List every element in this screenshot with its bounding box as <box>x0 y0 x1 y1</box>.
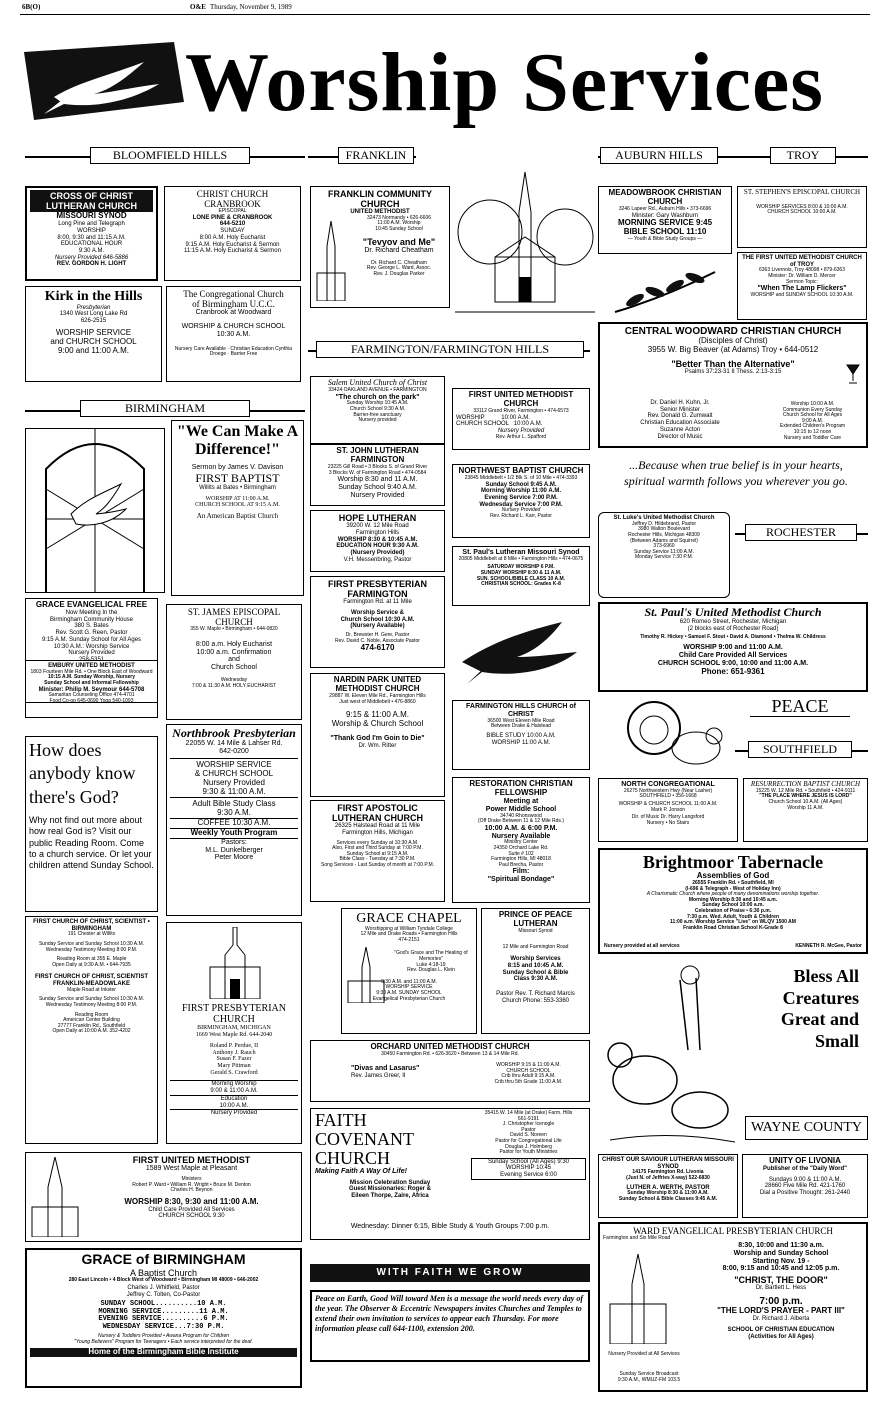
church-name: Kirk in the Hills <box>44 289 143 304</box>
service-times: WORSHIP and SUNDAY SCHOOL 10:30 A.M. <box>750 292 854 299</box>
church-name: CHRIST CHURCH CRANBROOK <box>196 189 269 210</box>
church-name: FIRST UNITED METHODIST <box>132 1155 251 1165</box>
address: 3246 Lapeer Rd., Auburn Hills • 373-6696 <box>618 205 712 212</box>
salem-ucc-ad <box>310 376 445 444</box>
wednesday-schedule: Wednesday: Dinner 6:15, Bible Study & Youth Groups 7:00 p.m. <box>350 1223 550 1230</box>
church-name: FIRST APOSTOLIC LUTHERAN CHURCH <box>332 803 423 824</box>
service-times: WORSHIP & CHURCH SCHOOL 11:00 A.M. Mark P. Jonson <box>618 801 718 813</box>
dove-logo <box>24 42 184 122</box>
prince-of-peace-ad <box>481 908 590 1034</box>
chapel-icon <box>346 947 386 1003</box>
minister: Minister: Dr. William D. Mercer <box>768 273 836 280</box>
church-name: ST. JAMES EPISCOPAL CHURCH <box>187 607 281 628</box>
address: 33424 OAKLAND AVENUE • FARMINGTON <box>328 386 427 393</box>
section-franklin: FRANKLIN <box>338 147 414 164</box>
ministry-center: Ministry Center 24350 Orchard Lake Rd. Suite # 102 Farmington Hills, MI 48018 Paul Brecha, Pastor <box>491 839 551 868</box>
first-presbyterian-farmington-ad <box>310 576 445 668</box>
staff: J. Christopher Icenogle Pastor David S. Noreen Pastor for Congregational Life Douglas J. Holmberg Pastor for Youth Ministries <box>495 1121 562 1156</box>
denomination: UNITED METHODIST <box>350 209 410 216</box>
church-drawing <box>205 927 265 999</box>
address: 39200 W. 12 Mile Road Farmington Hills <box>346 523 409 536</box>
reading-room: Reading Room at 355 E. Maple Open Daily at 9:30 A.M. • 644-7935 <box>52 956 131 968</box>
olive-branch-icon <box>610 262 720 322</box>
sermon: "Thank God I'm Goin to Die" <box>330 735 425 742</box>
address: 1589 West Maple at Pleasant <box>145 1165 238 1173</box>
question: How does anybody know there's God? <box>29 740 136 807</box>
church-name: FIRST PRESBYTERIAN FARMINGTON <box>327 579 427 600</box>
faith-covenant-ad <box>310 1108 590 1240</box>
first-baptist-ad <box>171 420 304 596</box>
section-wayne: WAYNE COUNTY <box>745 1116 868 1140</box>
st-james-ad <box>166 604 302 720</box>
church-name: NORTHWEST BAPTIST CHURCH <box>458 466 584 475</box>
first-umc-troy-ad <box>737 252 867 320</box>
church-name: HOPE LUTHERAN <box>338 513 417 523</box>
section-troy: TROY <box>770 147 836 164</box>
address: 35415 W. 14 Mile (at Drake) Farm. Hills 661-9191 <box>484 1110 573 1122</box>
child-care: Child Care Provided All Services CHURCH SCHOOL 9:30 <box>148 1206 235 1220</box>
service-times: BIBLE STUDY 10:00 A.M. WORSHIP 11:00 A.M. <box>486 732 556 746</box>
mission-sunday: Mission Celebration Sunday Guest Missionaries: Roger & Eileen Thorpe, Zaire, Africa <box>348 1179 432 1199</box>
service-times: 10:15 A.M. Sunday Worship, Nursery Sunday School and Informal Fellowship <box>44 674 139 686</box>
because-text: ...Because when true belief is in your hearts, spiritual warmth follows you wherever you go. <box>624 458 848 488</box>
stained-glass-icon <box>26 429 164 592</box>
address: Farmington and Six Mile Road <box>603 1235 671 1242</box>
address: 280 East Lincoln • 4 Block West of Woodward • Birmingham MI 48009 • 646-2002 <box>68 1276 259 1283</box>
address: Maple Road at Inkster <box>67 986 116 993</box>
denomination: Assemblies of God <box>696 871 770 881</box>
service-times: Morning Worship 9:00 & 11:00 A.M. <box>170 1080 298 1094</box>
denomination: Evangelical Presbyterian Church <box>372 995 446 1002</box>
church-name: NORTH CONGREGATIONAL <box>621 781 715 788</box>
church-drawing <box>606 1254 670 1344</box>
church-name: RESTORATION CHRISTIAN FELLOWSHIP <box>469 779 573 797</box>
central-woodward-ad <box>598 322 868 448</box>
sermon: Sermon by James V. Davison <box>191 463 284 471</box>
section-rochester: ROCHESTER <box>745 524 857 541</box>
synod: Missouri Synod <box>518 927 553 934</box>
northbrook-ad <box>166 724 302 916</box>
chalice-icon <box>846 364 860 384</box>
nursery: Nursery Provided 646-5886 <box>54 254 129 261</box>
animals-icon <box>600 960 740 1150</box>
church-name: WARD EVANGELICAL PRESBYTERIAN CHURCH <box>633 1226 833 1236</box>
minister: Minister: Philip M. Seymour 644-5708 <box>38 686 145 693</box>
address: 26275 Northwestern Hwy (Near Lasher) SOUTHFIELD • 356-1668 <box>623 787 713 800</box>
staff: Roland P. Perdue, II Anthony J. Rauch Susan F. Fazer Mary Pittman Gerald S. Crawford <box>209 1042 259 1076</box>
church-name: MEADOWBROOK CHRISTIAN CHURCH <box>608 188 722 206</box>
christian-education: SCHOOL OF CHRISTIAN EDUCATION (Activities for All Ages) <box>727 1326 835 1340</box>
address: Farmington Rd. at 11 Mile <box>343 599 412 606</box>
church-name: FIRST PRESBYTERIAN CHURCH <box>181 1003 286 1026</box>
institute-banner: Home of the Birmingham Bible Institute <box>30 1348 297 1357</box>
sermon: "Divas and Lasarus" <box>351 1065 420 1072</box>
first-presbyterian-birmingham-ad <box>166 922 302 1144</box>
section-southfield: SOUTHFIELD <box>748 741 852 758</box>
pastor: Rev. Arthur L. Spafford <box>495 433 547 440</box>
address: 26555 Franklin Rd. • Southfield, MI (I-696 & Telegraph - West of Holiday Inn) <box>685 880 781 892</box>
church-name: GRACE CHAPEL <box>356 911 462 926</box>
service-times: WORSHIP 9:15 & 11:00 A.M. CHURCH SCHOOL Crib thru Adult 9:15 A.M. Crib thru 5th Grade 11:00 A.M. <box>494 1062 563 1085</box>
how-does-anybody-ad <box>25 736 158 912</box>
bless-creatures: Bless All Creatures Great and Small <box>780 966 859 1051</box>
stained-glass-dove <box>25 428 165 593</box>
service-times: Sunday School 9:45 A.M. Morning Worship 11:00 A.M. Evening Service 7:00 P.M. Wednesday Service 7:00 P.M. <box>479 481 563 508</box>
pastor: Dr. Richard J. Alberta <box>752 1316 810 1323</box>
tagline: "THE PLACE WHERE JESUS IS LORD" <box>759 793 852 800</box>
staff: Timothy R. Hickey • Samuel F. Stout • David A. Diamond • Thelma W. Childress <box>640 633 826 640</box>
church-name: GRACE of BIRMINGHAM <box>81 1251 246 1267</box>
evening-sermon: "THE LORD'S PRAYER - PART III" <box>717 1306 845 1316</box>
unity-livonia-ad <box>742 1154 868 1218</box>
church-name: CENTRAL WOODWARD CHRISTIAN CHURCH <box>624 326 842 337</box>
meadowbrook-ad <box>598 186 732 254</box>
service-times: SUNDAY 8:00 A.M. Holy Eucharist 9:15 A.M. Holy Eucharist & Sermon 11:15 A.M. Holy Eucharist & Sermon <box>184 228 281 255</box>
address: 12 Mile and Farmington Road <box>502 943 569 950</box>
service-times: WORSHIP 8:00, 9:30 and 11:15 A.M. EDUCATIONAL HOUR 9:30 A.M. <box>57 227 126 254</box>
service-times: Sunday School (All Ages) 9:30 WORSHIP 10:45 Evening Service 6:00 <box>471 1158 586 1180</box>
service-times: SUNDAY SCHOOL..........10 A.M. MORNING SERVICE.........11 A.M. EVENING SERVICE..........6 P.M. WEDNESDAY SERVICE...7:30 P.M. <box>98 1299 229 1332</box>
christ-our-saviour-ad <box>598 1154 738 1218</box>
staff: Dr. Brewster H. Gere, Pastor Rev. David C. Noble, Associate Pastor <box>335 632 420 644</box>
address: 32473 Normandy • 626-6606 <box>366 214 432 221</box>
embury-ad <box>25 660 158 718</box>
farmington-church-of-christ-ad <box>452 700 590 770</box>
church-name: EMBURY UNITED METHODIST <box>48 663 135 669</box>
church-name: FAITH <box>315 1110 367 1130</box>
steeple-icon <box>315 221 347 301</box>
tagline: Publisher of the "Daily Word" <box>763 1165 847 1172</box>
weekday-service: Wednesday 7:00 & 11:30 A.M. HOLY EUCHARIST <box>191 677 277 689</box>
church-name: FRANKLIN COMMUNITY CHURCH <box>328 189 432 210</box>
franklin-village-drawing <box>455 162 595 322</box>
headline: "We Can Make A Difference!" <box>176 423 299 459</box>
address: Long Pine and Telegraph <box>58 221 125 228</box>
address: 6363 Livernois, Troy 48098 • 879-6363 <box>759 267 845 274</box>
olive-branch-drawing <box>610 262 720 322</box>
grace-chapel-ad <box>341 908 477 1034</box>
church-name: FIRST CHURCH OF CHRIST, SCIENTIST • BIRMINGHAM <box>33 919 150 932</box>
reading-room: Reading Room American Center Building 27777 Franklin Rd., Southfield Open Daily at 10:00 A.M. 352-4202 <box>52 1011 131 1035</box>
address: 30450 Farmington Rd. • 626-3620 • Between 13 & 14 Mile Rd. <box>381 1050 519 1057</box>
service-times: WORSHIP 9:00 and 11:00 A.M. Child Care Provided All Services CHURCH SCHOOL 9:00, 10:00 and 11:00 A.M. <box>657 644 809 668</box>
service-times: WORSHIP AT 11:00 A.M. CHURCH SCHOOL AT 9:15 A.M. <box>195 495 280 509</box>
film: Film: "Spiritual Bondage" <box>487 868 555 884</box>
issue-date: Thursday, November 9, 1989 <box>210 3 292 11</box>
denomination: A Baptist Church <box>129 1267 198 1278</box>
service-times: Sunday Worship 10:45 A.M. Church School 9:30 A.M. Barrier-free sanctuary Nursery provided <box>346 400 409 424</box>
paper-name: O&E <box>190 3 206 11</box>
service-times: Worship Services 8:15 and 10:45 A.M. Sunday School & Bible Class 9:30 A.M. <box>502 956 569 983</box>
nursery: Nursery Provided <box>497 427 545 434</box>
brightmoor-ad <box>598 848 868 954</box>
st-pauls-lutheran-ad <box>452 546 590 606</box>
address: Cranbrook at Woodward <box>195 309 272 317</box>
church-name: UNITY OF LIVONIA <box>769 1156 841 1165</box>
church-name: CROSS OF CHRIST LUTHERAN CHURCH <box>30 190 153 212</box>
church-name: ST. STEPHEN'S EPISCOPAL CHURCH <box>743 188 861 196</box>
nursery: Nursery Provided <box>501 507 541 514</box>
pastor: V.H. Messenbring, Pastor <box>343 556 412 563</box>
pastor: Dr. Bartlett L. Hess <box>755 1285 807 1292</box>
church-name: FIRST CHURCH OF CHRIST, SCIENTIST FRANKLIN-MEADOWLAKE <box>34 974 148 988</box>
church-icon <box>205 927 265 999</box>
minister: Minister: Gary Washburn <box>631 212 699 219</box>
north-congregational-ad <box>598 778 738 842</box>
service-times: 9:15 & 11:00 A.M. Worship & Church School <box>331 710 424 729</box>
section-birmingham: BIRMINGHAM <box>80 400 250 417</box>
church-name: ORCHARD UNITED METHODIST CHURCH <box>370 1042 530 1051</box>
address: 1340 West Long Lake Rd 626-2515 <box>59 311 128 325</box>
church-name: CHRIST OUR SAVIOUR LUTHERAN MISSOURI SYNOD <box>602 1157 734 1170</box>
nursery: Nursery Provided <box>170 1109 298 1117</box>
address: BIRMINGHAM, MICHIGAN 1669 West Maple Rd. 644-2040 <box>195 1025 273 1039</box>
pastors: Pastors: M.L. Dunkelberger Peter Moore <box>170 838 298 862</box>
church-drawing <box>315 221 347 301</box>
radio-broadcast: Sunday Service Broadcast 9:30 A.M., WMUZ-FM 103.5 <box>617 1371 681 1383</box>
first-umc-birmingham-ad <box>25 1152 302 1242</box>
schedule: Worship 10:00 A.M. Communion Every Sunday Church School for All Ages 9:00 A.M. Extended Children's Program 10:15 to 12 noon Nursery and Toddler Care <box>779 401 846 441</box>
church-drawing <box>30 1157 80 1237</box>
service-times: Sunday Worship 8:30 & 11:00 A.M. Sunday School & Bible Classes 9:45 A.M. <box>618 1190 718 1202</box>
church-name: FIRST UNITED METHODIST CHURCH <box>468 390 574 408</box>
denomination: Presbyterian <box>76 304 111 311</box>
church-name: Salem United Church of Christ <box>327 378 428 387</box>
service-times: MORNING SERVICE 9:45 BIBLE SCHOOL 11:10 <box>617 218 713 237</box>
pastor: Rev. Richard L. Karr, Pastor <box>490 513 552 520</box>
address: 20805 Middlebelt at 8 Mile • Farmington Hills • 474-0675 <box>458 555 584 562</box>
page-number: 6B(O) <box>22 3 41 11</box>
orchard-umc-ad <box>310 1040 590 1102</box>
invitation-text: Peace on Earth, Good Will toward Men is a message the world needs every day of the year. The Observer & Eccentric Newspapers invites Churches and Temples to extend their own invitation to services to appear each Thursday. For more information please call 644-1100, extension 200. <box>315 1294 583 1333</box>
sermon: "When The Lamp Flickers" <box>757 285 847 293</box>
st-stephens-ad <box>737 186 867 248</box>
address: 22055 W. 14 Mile & Lahser Rd. 642-0200 <box>185 740 283 756</box>
address: 29887 W. Eleven Mile Rd., Farmington Hills Just west of Middlebelt • 476-8860 <box>329 692 426 705</box>
pastor: LUTHER A. WERTH, PASTOR <box>626 1184 710 1191</box>
steeple-icon <box>30 1157 80 1237</box>
chapel-drawing <box>346 947 386 1003</box>
phone: 474-6170 <box>360 643 395 653</box>
church-trees-icon <box>455 162 595 322</box>
education: Education 10:00 A.M. <box>170 1095 298 1109</box>
dove-drawing <box>452 612 590 694</box>
sermon: "God's Grace and The Healing of Memories" Luke 4:18-19 Rev. Douglas L. Klein <box>394 950 468 974</box>
tagline: "The church on the park" <box>335 393 420 401</box>
service-times: Sundays 9:00 & 11:00 A.M. 28660 Five Mile Rd. 421-1760 Dial a Positive Thought: 261-2440 <box>759 1176 851 1197</box>
church-name: ST. JOHN LUTHERAN FARMINGTON <box>336 446 419 464</box>
hope-lutheran-ad <box>310 510 445 572</box>
with-faith-banner: WITH FAITH WE GROW <box>310 1264 590 1282</box>
coffee: COFFEE 10:30 A.M. <box>170 818 298 828</box>
church-name: PRINCE OF PEACE LUTHERAN <box>498 910 573 928</box>
service-times: Sunday Service and Sunday School 10:30 A.M. Wednesday Testimony Meeting 8:00 P.M. <box>38 941 145 953</box>
grace-of-birmingham-ad <box>25 1248 302 1388</box>
denomination: (Disciples of Christ) <box>698 336 768 346</box>
service-times: Worship 8:30 and 11 A.M. Sunday School 9:40 A.M. Nursery Provided <box>337 476 418 499</box>
service-times: WORSHIP & CHURCH SCHOOL 10:30 A.M. <box>181 322 286 338</box>
staff: Dr. Richard C. Cheatham Rev. George L. Ward, Assoc. Rev. J. Douglas Parker <box>366 259 432 277</box>
pastor: Pastor Rev. T. Richard Marcis Church Phone: 553-3360 <box>496 990 575 1004</box>
first-umc-farmington-ad <box>452 388 590 450</box>
tagline: Making Faith A Way Of Life! <box>315 1167 407 1175</box>
address: 26325 Halstead Road at 11 Mile Farmington Hills, Michigan <box>334 823 421 836</box>
pastor: Rev. James Greer, II <box>351 1072 406 1079</box>
page-title: Worship Services <box>185 36 824 129</box>
extra-info: Nursery Care Available · Christian Education Cynthia Droege · Barrier Free <box>174 345 293 358</box>
service-times: Now Meeting In the Birmingham Community House 380 S. Bates Rev. Scott G. Reen, Pastor 9:15 A.M. Sunday School for All Ages 10:30 A.M.: Worship Service Nursery Provided 258-5351 <box>41 609 142 663</box>
service-times: Church School 10 A.M. (All Ages) Worship 11 A.M. <box>768 799 843 811</box>
nursery: Nursery provided at all services <box>604 943 680 949</box>
denomination: EPISCOPAL <box>218 208 247 215</box>
pastor: KENNETH R. McGee, Pastor <box>795 943 862 949</box>
dove-icon <box>24 42 184 122</box>
invitation: Why not find out more about how real God is? Visit our public Reading Room. Come to a church service. Or let your children attend Sunday School. <box>29 815 154 871</box>
st-lukes-ad <box>598 512 730 598</box>
service-times: Sunday Service and Sunday School 10:30 A.M. Wednesday Testimony Meeting 8:00 P.M. <box>38 996 145 1009</box>
christ-scientist-ad <box>25 916 158 1144</box>
address: 34740 Rhonswood (Off Drake Between 11 & 12 Mile Rds.) <box>478 812 564 825</box>
service-times: WORSHIP SERVICES 8:00 & 10:00 A.M. CHURCH SCHOOL 10:00 A.M. <box>756 203 848 216</box>
service-times: 8:00 a.m. Holy Eucharist 10:00 a.m. Confirmation and Church School <box>195 640 273 672</box>
staff: Dr. Daniel H. Kuhn, Jr. Senior Minister Rev. Donald G. Zumwalt Christian Education Associate Suzanne Acton Director of Music <box>640 400 720 440</box>
extra-info: Samaritan Counseling Office 474-4701 Food Co-op 645-0690 Yoga 540-1093 <box>48 692 135 704</box>
kirk-in-the-hills-ad <box>25 286 162 382</box>
northwest-baptist-ad <box>452 464 590 538</box>
service-times: 10:00 A.M. & 6:00 P.M. Nursery Available <box>484 824 558 840</box>
pastor: Dr. Richard Cheatham <box>364 246 434 254</box>
service-times: WORSHIP 10:00 A.M. CHURCH SCHOOL 10:00 A.M. <box>456 414 543 428</box>
service-times: SATURDAY WORSHIP 6 P.M. SUNDAY WORSHIP 8:30 & 11 A.M. SUN. SCHOOL/BIBLE CLASS 10 A.M. CHRISTIAN SCHOOL: Grades K-8 <box>476 564 566 588</box>
address: 1803 Fourteen Mile Rd. • One Block East of Woodward <box>30 668 153 675</box>
meeting-place: Meeting at Power Middle School <box>485 797 557 813</box>
section-auburn: AUBURN HILLS <box>600 147 718 164</box>
address: 36500 West Eleven Mile Road Between Drake & Halstead <box>487 717 555 730</box>
tagline: A Charismatic Church where people of many denominations worship together. <box>646 891 820 898</box>
first-apostolic-ad <box>310 800 445 902</box>
lion-lamb-drawing <box>616 696 726 772</box>
church-name: GRACE EVANGELICAL FREE <box>35 600 148 609</box>
cross-of-christ-ad <box>25 186 158 281</box>
st-john-lutheran-ad <box>310 444 445 506</box>
service-times: WORSHIP 8:30 & 10:45 A.M. EDUCATION HOUR 9:30 A.M. (Nursery Provided) <box>336 536 419 556</box>
nardin-park-ad <box>310 673 445 797</box>
church-name: Brightmoor Tabernacle <box>642 852 824 872</box>
address: Worshipping at William Tyndale College 12 Mile and Drake Roads • Farmington Hills 474-2151 <box>360 925 458 943</box>
church-name: CHURCH <box>315 1147 391 1168</box>
church-name: St. Paul's United Methodist Church <box>644 605 822 619</box>
ministers: Ministers Robert P. Ward • William R. Wright • Bruce M. Denton Charles H. Beynon <box>132 1175 251 1194</box>
service-times: Worship Service & Church School 10:30 A.M. (Nursery Available) <box>340 609 415 630</box>
section-bloomfield: BLOOMFIELD HILLS <box>90 147 250 164</box>
dove-olive-icon <box>452 612 590 694</box>
service-times: Services every Sunday at 10:30 A.M. Also, First and Third Sunday at 7:00 P.M. Sunday School at 9:15 A.M. Bible Class - Tuesday at 7:30 P.M. Song Services - Last Sunday of month at 7:00 P.M. <box>320 839 435 868</box>
service-times: 11:00 A.M. Worship 10:45 Sunday School <box>375 220 423 233</box>
creatures-drawing <box>600 960 740 1150</box>
synod: MISSOURI SYNOD <box>56 211 127 221</box>
address: 15225 W. 12 Mile Rd. • Southfield • 424-9111 <box>755 787 856 794</box>
sub-note: — Youth & Bible Study Groups — <box>627 236 703 243</box>
sermon: "CHRIST, THE DOOR" <box>734 1275 828 1286</box>
church-icon <box>606 1254 670 1344</box>
service-times: Jeffrey D. Hildebrand, Pastor 3980 Walton Boulevard Rochester Hills, Michigan 48309 (Between Adams and Squirrel) 373-6960 Sunday Service 11:00 A.M. Monday Service 7:30 P.M. <box>628 520 700 561</box>
service-times: 9:30 A.M. and 11:00 A.M. WORSHIP SERVICE 9:30 A.M. SUNDAY SCHOOL <box>376 978 442 997</box>
lion-lamb-icon <box>616 696 726 772</box>
address: 620 Romeo Street, Rochester, Michigan (2 blocks east of Rochester Road) <box>679 619 787 633</box>
church-name: Northbrook Presbyterian <box>172 726 296 740</box>
phone: Phone: 651-9361 <box>701 666 765 676</box>
address: LONE PINE & CRANBROOK 644-5210 <box>192 214 273 228</box>
church-name: The Congregational Church of Birmingham U.C.C. <box>183 289 284 310</box>
staff: Dir. of Music Dr. Harry Langsford Nursery • No Stairs <box>631 814 705 826</box>
service-times: WORSHIP 8:30, 9:30 and 11:00 A.M. <box>124 1196 259 1206</box>
church-name: FIRST BAPTIST <box>195 470 280 485</box>
restoration-fellowship-ad <box>452 777 590 903</box>
address: 23225 Gill Road • 3 Blocks S. of Grand River 3 Blocks W. of Farmington Road • 474-0584 <box>327 463 428 476</box>
church-name: St. Paul's Lutheran Missouri Synod <box>462 549 580 556</box>
invitation-notice <box>310 1290 590 1362</box>
address: 355 W. Maple • Birmingham • 644-0820 <box>190 626 278 633</box>
address: 3955 W. Big Beaver (at Adams) Troy • 644-0512 <box>647 345 819 355</box>
sermon: "Better Than the Alternative" <box>671 359 795 370</box>
service-times: WORSHIP SERVICE and CHURCH SCHOOL 9:00 and 11:00 A.M. <box>50 327 137 355</box>
address: 191 Chester at Willits <box>67 931 116 938</box>
address: 14175 Farmington Rd. Livonia (Just N. of Jeffries X-way) 522-6830 <box>626 1169 710 1182</box>
pastor: Dr. Wm. Ritter <box>358 742 397 749</box>
staff: Charles J. Whitfield, Pastor Jeffrey C. Tolten, Co-Pastor <box>126 1285 201 1299</box>
sermon: "Tevyov and Me" <box>362 236 436 247</box>
congregational-church-ad <box>166 286 301 382</box>
address: 33112 Grand River, Farmington • 474-6573 <box>473 407 569 414</box>
service-times: 8:30, 10:00 and 11:30 a.m. Worship and Sunday School Starting Nov. 19 - 8:00, 9:15 and 10:45 and 12:05 p.m. <box>722 1242 840 1273</box>
church-name: THE FIRST UNITED METHODIST CHURCH of TROY <box>742 255 862 268</box>
section-farmington: FARMINGTON/FARMINGTON HILLS <box>316 341 584 358</box>
church-name: COVENANT <box>315 1128 414 1149</box>
ward-presbyterian-ad <box>598 1222 868 1392</box>
evening-time: 7:00 p.m. <box>759 1296 803 1308</box>
sermon-label: Sermon Topic: <box>786 278 818 285</box>
franklin-community-ad <box>310 186 450 308</box>
church-name: NARDIN PARK UNITED METHODIST CHURCH <box>333 675 422 693</box>
church-name: RESURRECTION BAPTIST CHURCH <box>750 780 861 788</box>
scripture: Psalms 37:23-31 II Thess. 2:13-3:15 <box>684 369 782 376</box>
service-times: WORSHIP SERVICE & CHURCH SCHOOL Nursery Provided 9:30 & 11:00 A.M. <box>170 758 298 797</box>
service-times: Morning Worship 8:30 and 10:45 a.m. Sunday School 10:00 a.m. Celebration of Praise • 6:30 p.m. 7:30 p.m. Wed. Adult, Youth & Children 11:00 a.m. Worship Service "Live" on WLQV 1500 AM Franklin Road Christian School K-Grade 8 <box>670 896 796 931</box>
church-name: St. Luke's United Methodist Church <box>613 515 715 521</box>
peace-word: PEACE <box>750 696 850 717</box>
christ-church-cranbrook-ad <box>164 186 301 281</box>
nursery: Nursery Provided at All Services <box>608 1351 680 1357</box>
church-name: FARMINGTON HILLS CHURCH of CHRIST <box>466 703 576 718</box>
denomination: An American Baptist Church <box>196 512 279 521</box>
st-pauls-umc-ad <box>598 602 868 692</box>
youth-program: Weekly Youth Program <box>170 828 298 838</box>
resurrection-baptist-ad <box>743 778 868 842</box>
pastor: REV. GORDON H. LIGHT <box>56 261 127 268</box>
address: 23845 Middlebelt • 1/2 Blk S. of 10 Mile • 474-3393 <box>464 474 578 481</box>
address: Willits at Bates • Birmingham <box>199 485 276 492</box>
extra-info: Nursery & Toddlers Provided • Awana Program for Children "Young Believers" Program for Teenagers • Each service interpreted for the deaf. <box>74 1333 253 1345</box>
adult-class: Adult Bible Study Class 9:30 A.M. <box>170 797 298 818</box>
